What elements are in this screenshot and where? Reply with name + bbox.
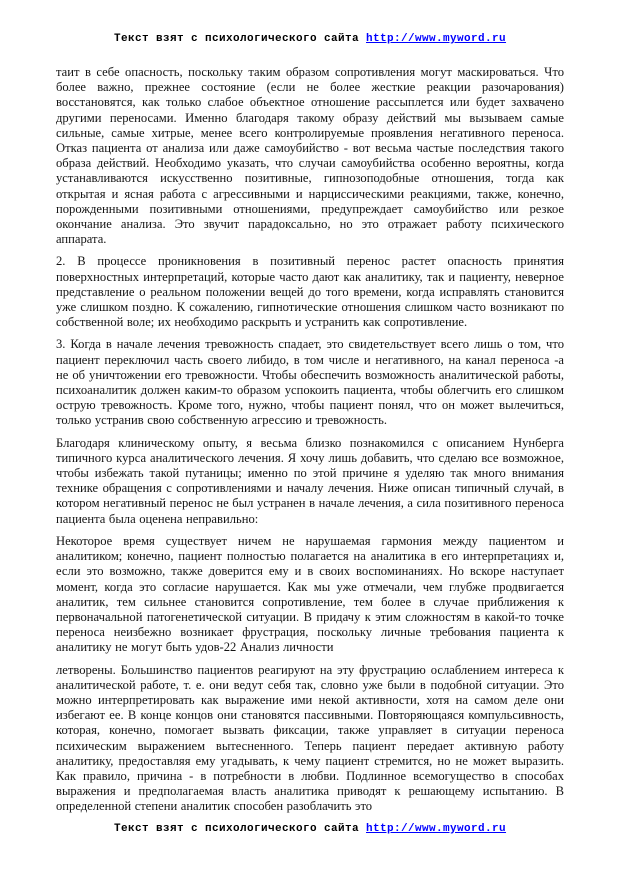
paragraph-6: летворены. Большинство пациентов реагируют на эту фрустрацию ослаблением интереса к аналитической работе, т. е. они ведут себя так, словно уже были в подобной ситуации. Это можно интерпретировать как выражение ими некой активности, хотя на самом деле они избегают ее. В конце концов они становятся пассивными. Повторяющаяся компульсивность, которая, конечно, помогает вызвать фиксации, также управляет в ситуации переноса психическим выражением вытесненного. Теперь пациент передает активную работу аналитику, предоставляя ему угадывать, к чему пациент стремится, но не может выразить. Как правило, причина - в потребности в любви. Подлинное всемогущество в способах выражения и предполагаемая власть аналитика приводят к решающему испытанию. В определенной степени аналитик способен разоблачить это [56,662,564,814]
paragraph-4: Благодаря клиническому опыту, я весьма близко познакомился с описанием Нунберга типичного курса аналитического лечения. Я хочу лишь добавить, что сделаю все возможное, чтобы избежать такой путаницы; именно по этой причине я уделяю так много внимания технике обращения с сопротивлениями и началу лечения. Ниже описан типичный случай, в котором негативный перенос не был устранен в начале лечения, а сила позитивного переноса пациента была оценена неправильно: [56,435,564,526]
paragraph-2: 2. В процессе проникновения в позитивный перенос растет опасность принятия поверхностных интерпретаций, которые часто дают как аналитику, так и пациенту, неверное представление о реальном положении вещей до того времени, когда исправлять становится уже слишком поздно. К сожалению, гипнотические отношения слишком часто возникают по собственной воле; их необходимо раскрыть и устранить как сопротивление. [56,254,564,330]
footer-site-note: Текст взят с психологического сайта [113,822,359,835]
header-myword-link[interactable]: http://www.myword.ru [366,33,507,45]
page-header [0,0,620,45]
header-site-note: Текст взят с психологического сайта [113,33,359,45]
paragraph-3: 3. Когда в начале лечения тревожность спадает, это свидетельствует всего лишь о том, что пациент переключил часть своего либидо, в том числе и негативного, на канал переноса -а не об уничтожении его тревожности. Чтобы обеспечить возможность аналитической работы, психоаналитик должен каким-то образом успокоить пациента, чтобы облегчить его слишком острую тревожность. Кроме того, нужно, чтобы пациент понял, что он может вылечиться, только устранив свою собственную агрессию и тревожность. [56,337,564,428]
paragraph-5: Некоторое время существует ничем не нарушаемая гармония между пациентом и аналитиком; конечно, пациент полностью полагается на аналитика в его интерпретациях и, если это возможно, также доверится ему и в своих воспоминаниях. Но вскоре наступает момент, когда это согласие нарушается. Как мы уже отмечали, чем глубже продвигается аналитик, тем сильнее становится сопротивление, тем более в случае приближения к первоначальной патогенетической ситуации. В придачу к этим сложностям в какой-то точке переноса неизбежно возникает фрустрация, поскольку личные требования пациента к аналитику не могут быть удов-22 Анализ личности [56,533,564,655]
page-footer [0,823,620,835]
paragraph-1: таит в себе опасность, поскольку таким образом сопротивления могут маскироваться. Что более важно, прежнее состояние (если не более жесткие реакции разочарования) восстановятся, как только слабое объектное отношение рассыплется или будет захвачено другими переносами. Именно благодаря такому образу действий мы вызываем самые сильные, самые хитрые, менее всего контролируемые проявления негативного переноса. Отказ пациента от анализа или даже самоубийство - вот весьма частые последствия такого образа действий. Необходимо указать, что случаи самоубийства особенно вероятны, когда устанавливаются искусственно позитивные, гипнозоподобные отношения, тогда как открытая и ясная работа с агрессивными и нарциссическими реакциями, также, конечно, порожденными позитивными отношениями, предупреждает самоубийство или резкое окончание анализа. Это звучит парадоксально, но это отражает работу психического аппарата. [56,65,564,247]
document-body [56,65,564,815]
footer-myword-link[interactable]: http://www.myword.ru [366,822,507,835]
